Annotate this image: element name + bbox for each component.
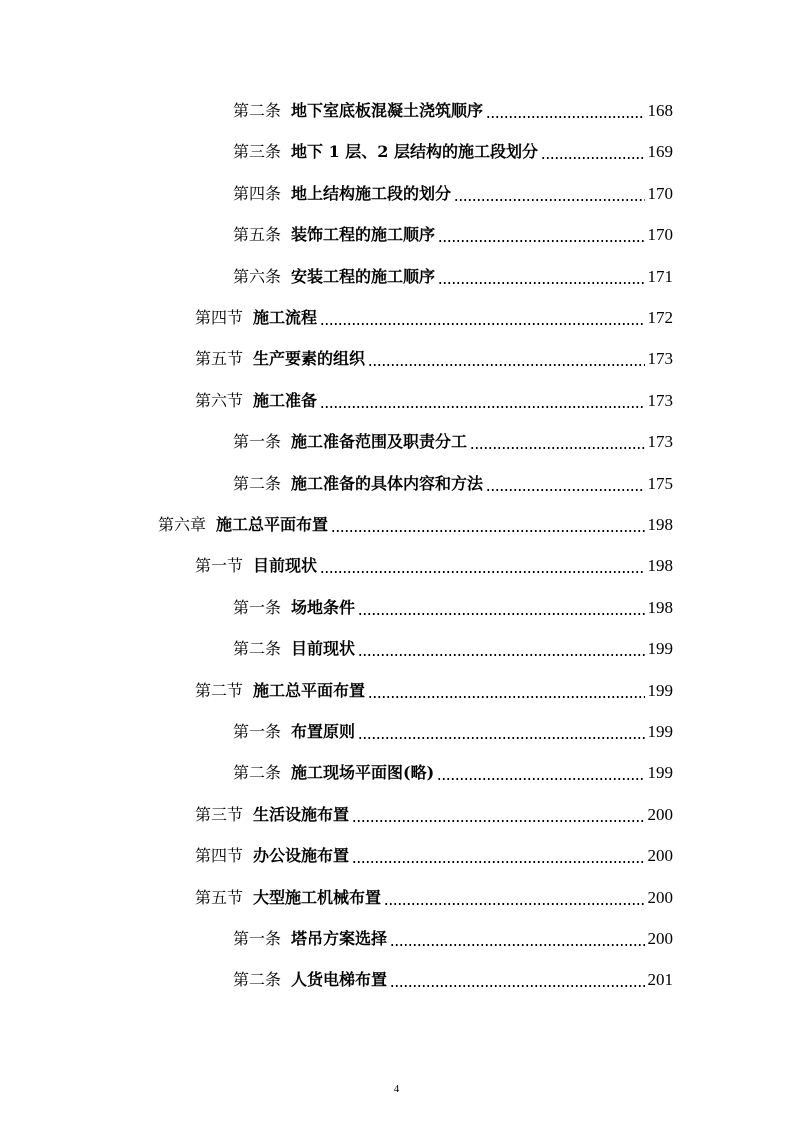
toc-entry-title: 目前现状 [291,639,356,659]
toc-entry-page: 170 [647,225,673,245]
dot-leader [438,225,644,245]
toc-entry-title: 场地条件 [291,597,356,617]
toc-entry-label: 第一条 [233,929,282,948]
toc-entry-label: 第二条 [233,639,282,659]
toc-entry-label: 第五节 [195,349,244,369]
toc-entry-label: 第五条 [233,225,282,245]
toc-entry-title: 施工现场平面图(略) [291,763,435,783]
toc-entry-title: 大型施工机械布置 [253,887,382,907]
toc-entry-page: 168 [647,101,673,120]
toc-entry-page: 198 [647,597,673,617]
toc-entry-page: 199 [647,763,673,783]
toc-entry[interactable] [233,966,673,990]
dot-leader [352,846,644,866]
toc-entry[interactable] [195,884,673,908]
toc-entry-title: 施工准备 [253,390,318,410]
dot-leader [358,722,644,742]
toc-entry[interactable] [233,635,673,659]
toc-entry-page: 198 [647,515,673,534]
toc-entry-title: 塔吊方案选择 [291,929,388,948]
toc-entry[interactable] [233,263,673,287]
toc-entry-page: 199 [647,639,673,659]
dot-leader [390,929,644,949]
dot-leader [486,474,644,494]
toc-entry-page: 200 [647,929,673,948]
toc-entry[interactable] [233,221,673,245]
toc-entry-title: 装饰工程的施工顺序 [291,225,436,245]
toc-entry-title: 布置原则 [291,722,356,741]
dot-leader [470,432,644,452]
toc-entry-page: 200 [647,846,673,866]
toc-entry-title: 施工总平面布置 [216,515,329,534]
toc-entry[interactable] [233,925,673,949]
dot-leader [331,515,644,535]
toc-entry[interactable] [233,138,673,162]
dot-leader [320,391,644,411]
toc-entry-title: 施工流程 [253,308,318,327]
dot-leader [486,101,644,121]
toc-entry-label: 第二条 [233,970,282,990]
toc-entry-page: 199 [647,680,673,700]
toc-entry-label: 第四节 [195,846,244,866]
toc-entry-label: 第二条 [233,473,282,493]
toc-entry-page: 175 [647,473,673,493]
dot-leader [358,639,644,659]
toc-entry-page: 200 [647,887,673,907]
toc-entry[interactable] [195,842,673,866]
toc-entry-label: 第二条 [233,101,282,120]
toc-entry-title: 施工准备范围及职责分工 [291,432,468,452]
toc-entry-title: 生产要素的组织 [253,349,366,369]
toc-entry-label: 第三节 [195,804,244,824]
toc-entry-page: 201 [647,970,673,990]
dot-leader [438,267,644,287]
toc-entry-label: 第六章 [158,515,207,534]
toc-entry[interactable] [195,304,673,328]
toc-entry-title: 安装工程的施工顺序 [291,266,436,286]
toc-entry-page: 173 [647,349,673,369]
toc-entry[interactable] [233,428,673,452]
toc-entry[interactable] [195,345,673,369]
toc-entry-label: 第四节 [195,308,244,327]
toc-entry[interactable] [233,180,673,204]
toc-entry[interactable] [233,594,673,618]
toc-entry-page: 172 [647,308,673,327]
toc-entry-title: 地上结构施工段的划分 [291,183,452,203]
toc-entry-title: 地下室底板混凝土浇筑顺序 [291,101,484,120]
toc-entry-title: 目前现状 [253,556,318,576]
dot-leader [368,349,644,369]
toc-entry[interactable] [195,677,673,701]
dot-leader [352,805,644,825]
toc-entry-title: 办公设施布置 [253,846,350,866]
toc-entry-page: 198 [647,556,673,576]
toc-entry-page: 173 [647,432,673,452]
dot-leader [390,970,644,990]
toc-entry-label: 第一条 [233,432,282,452]
toc-entry[interactable] [233,718,673,742]
dot-leader [358,598,644,618]
dot-leader [437,763,644,783]
toc-entry-label: 第三条 [233,142,282,162]
toc-entry-page: 171 [647,266,673,286]
toc-entry-label: 第一节 [195,556,244,576]
toc-entry[interactable] [195,801,673,825]
toc-entry-page: 200 [647,804,673,824]
toc-entry-title: 人货电梯布置 [291,970,388,990]
toc-entry-label: 第二节 [195,680,244,700]
toc-entry-label: 第五节 [195,887,244,907]
toc-entry-title: 地下 1 层、2 层结构的施工段划分 [291,142,538,162]
dot-leader [320,308,644,328]
toc-entry-title: 生活设施布置 [253,804,350,824]
dot-leader [320,556,644,576]
toc-entry-label: 第四条 [233,183,282,203]
toc-entry-page: 173 [647,390,673,410]
dot-leader [454,184,644,204]
toc-entry[interactable] [233,97,673,121]
dot-leader [368,681,644,701]
toc-entry-page: 199 [647,722,673,741]
toc-entry-label: 第六条 [233,266,282,286]
toc-entry[interactable] [158,511,673,535]
toc-entry[interactable] [233,470,673,494]
toc-entry-label: 第一条 [233,597,282,617]
toc-entry-label: 第一条 [233,722,282,741]
dot-leader [384,888,644,908]
toc-entry[interactable] [233,759,673,783]
dot-leader [541,142,645,162]
toc-entry-page: 170 [647,183,673,203]
toc-entry-label: 第二条 [233,763,282,783]
toc-entry-label: 第六节 [195,390,244,410]
toc-entry-page: 169 [647,142,673,162]
toc-entry-title: 施工准备的具体内容和方法 [291,473,484,493]
toc-entry[interactable] [195,387,673,411]
toc-entry-title: 施工总平面布置 [253,680,366,700]
page-number: 4 [393,1083,400,1095]
toc-entry[interactable] [195,552,673,576]
